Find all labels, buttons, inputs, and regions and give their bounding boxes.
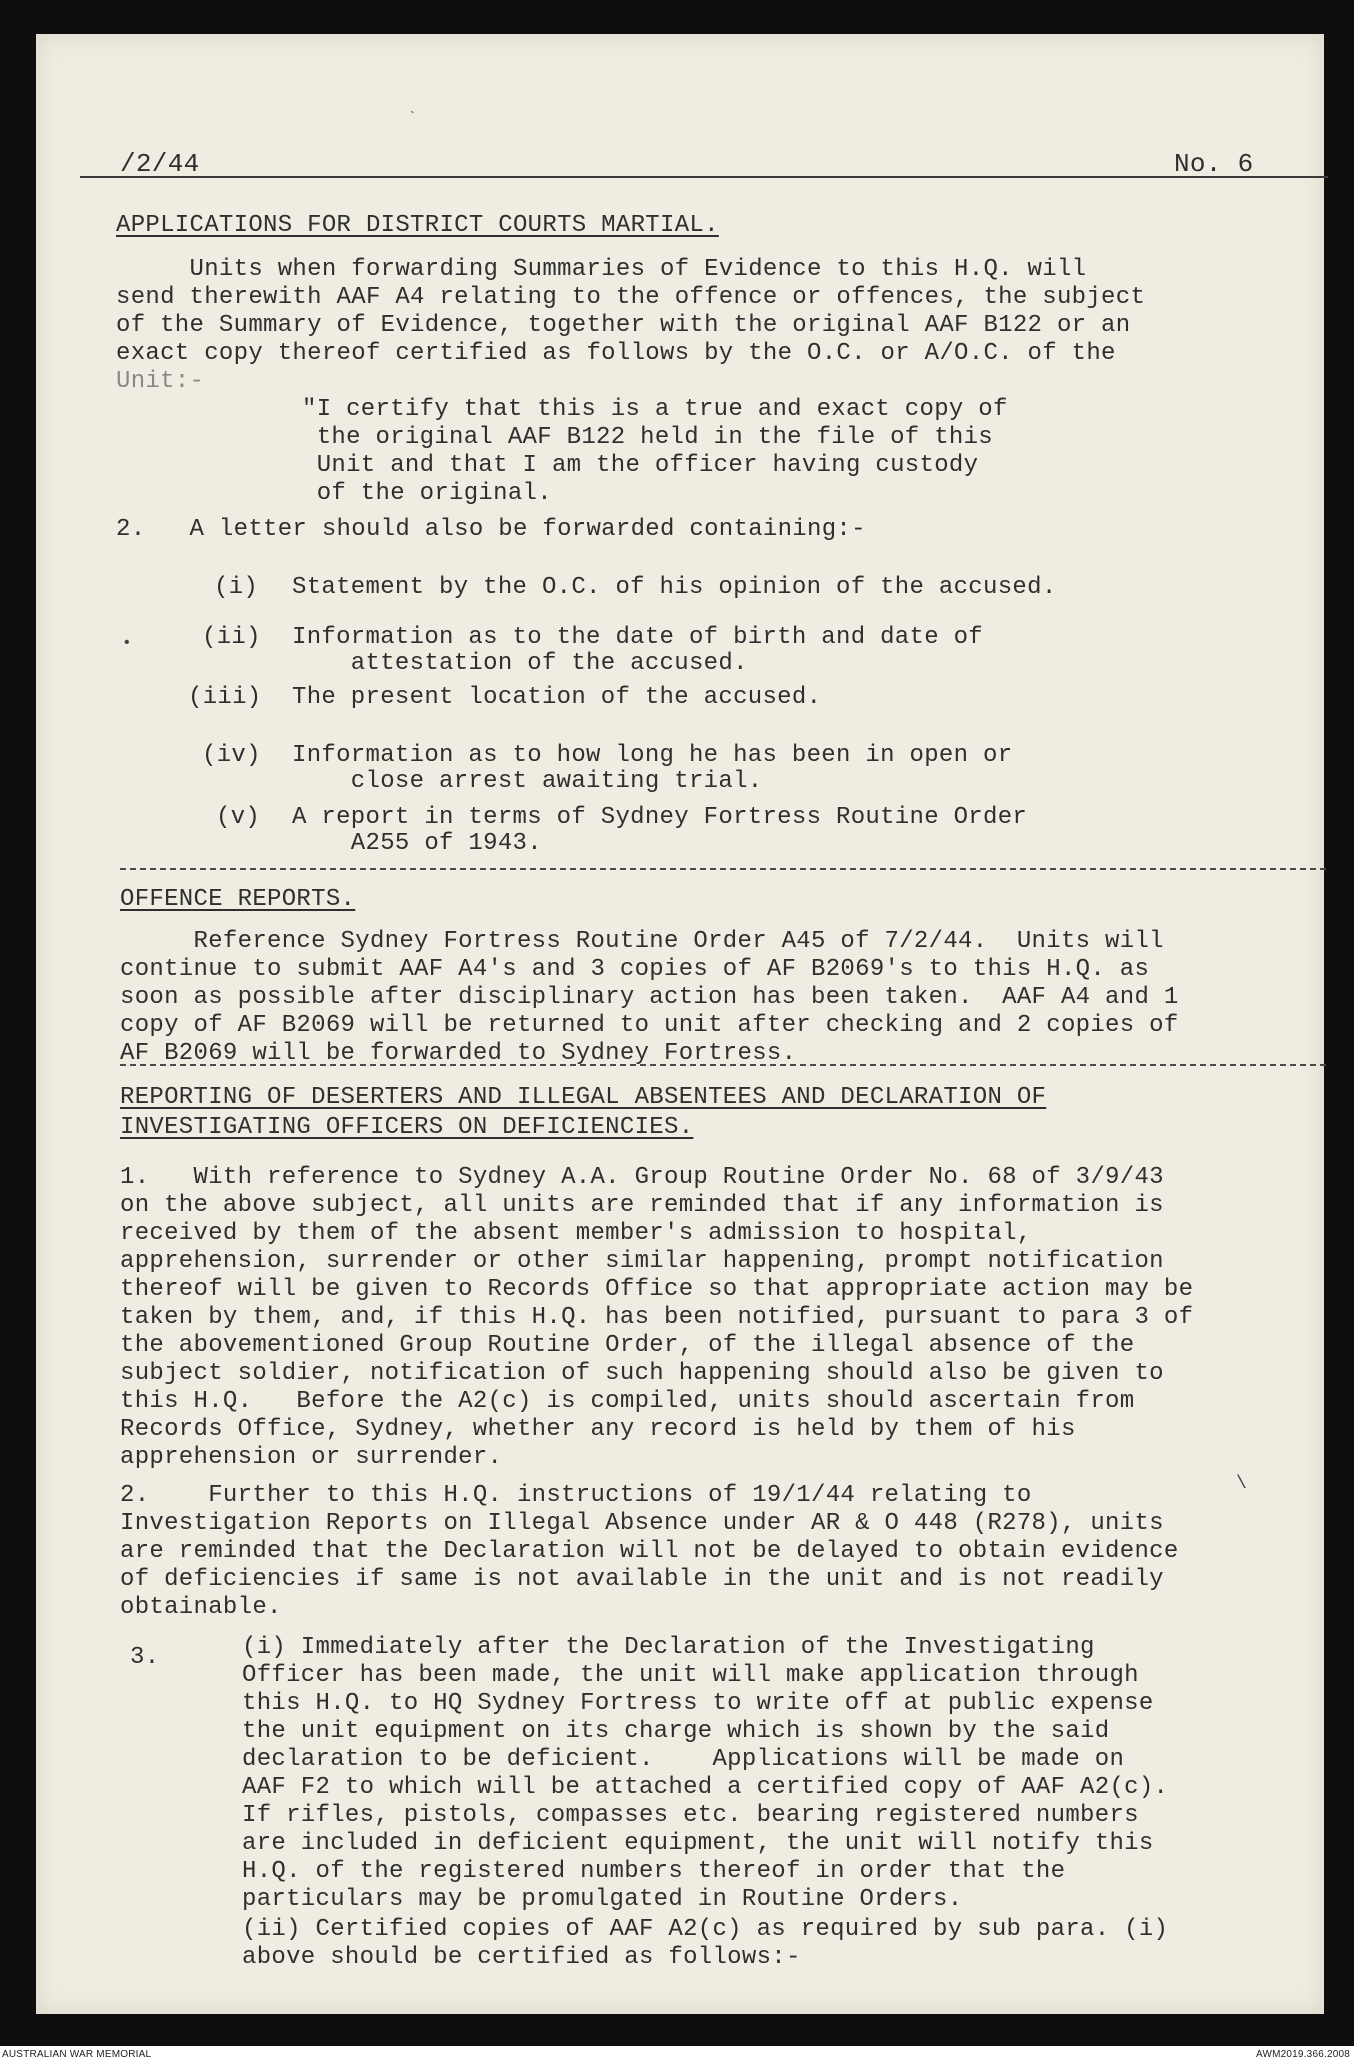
heading-applications: APPLICATIONS FOR DISTRICT COURTS MARTIAL. (116, 212, 719, 239)
item-text: Information as to how long he has been in open or (292, 742, 1013, 769)
item-number: (ii) (202, 624, 261, 651)
section-divider (120, 1064, 1326, 1066)
document-page (36, 34, 1324, 2014)
item-number: (v) (216, 804, 261, 831)
quote-line: of the original. (302, 480, 552, 507)
item-text: Statement by the O.C. of his opinion of the accused. (292, 574, 1057, 601)
document-reference: /2/44 (120, 149, 200, 179)
item-text: attestation of the accused. (292, 650, 748, 677)
text-line: H.Q. of the registered numbers thereof in order that the (242, 1858, 1066, 1885)
scan-mark: • (122, 634, 132, 652)
text-line: are reminded that the Declaration will not be delayed to obtain evidence (120, 1538, 1179, 1565)
text-line: 2. Further to this H.Q. instructions of 19/1/44 relating to (120, 1482, 1032, 1509)
text-line: declaration to be deficient. Applications will be made on (242, 1746, 1125, 1773)
order-number: No. 6 (1174, 149, 1254, 179)
heading-reporting-line-2: INVESTIGATING OFFICERS ON DEFICIENCIES. (120, 1114, 694, 1141)
text-line: above should be certified as follows:- (242, 1944, 801, 1971)
quote-line: Unit and that I am the officer having custody (302, 452, 979, 479)
heading-offence-reports: OFFENCE REPORTS. (120, 886, 356, 913)
text-line: soon as possible after disciplinary action has been taken. AAF A4 and 1 (120, 984, 1179, 1011)
text-line: thereof will be given to Records Office so that appropriate action may be (120, 1276, 1194, 1303)
text-line: AAF F2 to which will be attached a certified copy of AAF A2(c). (242, 1774, 1169, 1801)
text-line: apprehension or surrender. (120, 1444, 503, 1471)
text-line: Units when forwarding Summaries of Evidence to this H.Q. will (116, 256, 1087, 283)
text-line: continue to submit AAF A4's and 3 copies of AF B2069's to this H.Q. as (120, 956, 1150, 983)
quote-line: the original AAF B122 held in the file of this (302, 424, 994, 451)
item-number: (iii) (188, 684, 262, 711)
item-text: Information as to the date of birth and date of (292, 624, 984, 651)
text-line: Investigation Reports on Illegal Absence under AR & O 448 (R278), units (120, 1510, 1164, 1537)
text-line: 1. With reference to Sydney A.A. Group Routine Order No. 68 of 3/9/43 (120, 1164, 1164, 1191)
text-line: apprehension, surrender or other similar happening, prompt notification (120, 1248, 1164, 1275)
scan-mark: \ (1236, 1474, 1247, 1494)
quote-line: "I certify that this is a true and exact copy of (302, 396, 1008, 423)
text-line: are included in deficient equipment, the unit will notify this (242, 1830, 1154, 1857)
letter-intro: 2. A letter should also be forwarded containing:- (116, 516, 866, 543)
item-number: (iv) (202, 742, 261, 769)
text-line: Officer has been made, the unit will make application through (242, 1662, 1139, 1689)
text-line: the abovementioned Group Routine Order, of the illegal absence of the (120, 1332, 1135, 1359)
text-line: obtainable. (120, 1594, 282, 1621)
item-number: (i) (214, 574, 259, 601)
footer-accession: AWM2019.366.2008 (1255, 2049, 1350, 2060)
text-line: Reference Sydney Fortress Routine Order A45 of 7/2/44. Units will (120, 928, 1164, 955)
text-line: on the above subject, all units are reminded that if any information is (120, 1192, 1164, 1219)
text-line: received by them of the absent member's admission to hospital, (120, 1220, 1032, 1247)
text-line: If rifles, pistols, compasses etc. bearing registered numbers (242, 1802, 1139, 1829)
heading-reporting-line-1: REPORTING OF DESERTERS AND ILLEGAL ABSENTEES AND DECLARATION OF (120, 1084, 1047, 1111)
paragraph-number: 3. (130, 1644, 160, 1671)
text-line: Records Office, Sydney, whether any record is held by them of his (120, 1416, 1076, 1443)
text-line: particulars may be promulgated in Routine Orders. (242, 1886, 963, 1913)
text-line: copy of AF B2069 will be returned to unit after checking and 2 copies of (120, 1012, 1179, 1039)
text-line: of deficiencies if same is not available in the unit and is not readily (120, 1566, 1164, 1593)
text-line: taken by them, and, if this H.Q. has been notified, pursuant to para 3 of (120, 1304, 1194, 1331)
text-line: (i) Immediately after the Declaration of the Investigating (242, 1634, 1095, 1661)
section-divider (120, 868, 1326, 870)
text-line: Unit:- (116, 368, 205, 395)
item-text: The present location of the accused. (292, 684, 822, 711)
item-text: A255 of 1943. (292, 830, 542, 857)
footer-institution: AUSTRALIAN WAR MEMORIAL (2, 2049, 152, 2060)
text-line: of the Summary of Evidence, together with the original AAF B122 or an (116, 312, 1131, 339)
header-rule (80, 176, 1328, 178)
item-text: close arrest awaiting trial. (292, 768, 763, 795)
text-line: AF B2069 will be forwarded to Sydney Fortress. (120, 1040, 797, 1067)
text-line: exact copy thereof certified as follows by the O.C. or A/O.C. of the (116, 340, 1116, 367)
text-line: this H.Q. Before the A2(c) is compiled, units should ascertain from (120, 1388, 1135, 1415)
scan-mark: ` (408, 110, 417, 126)
text-line: this H.Q. to HQ Sydney Fortress to write off at public expense (242, 1690, 1154, 1717)
text-line: the unit equipment on its charge which is shown by the said (242, 1718, 1110, 1745)
text-line: send therewith AAF A4 relating to the offence or offences, the subject (116, 284, 1146, 311)
text-line: subject soldier, notification of such happening should also be given to (120, 1360, 1164, 1387)
item-text: A report in terms of Sydney Fortress Routine Order (292, 804, 1028, 831)
text-line: (ii) Certified copies of AAF A2(c) as required by sub para. (i) (242, 1916, 1169, 1943)
